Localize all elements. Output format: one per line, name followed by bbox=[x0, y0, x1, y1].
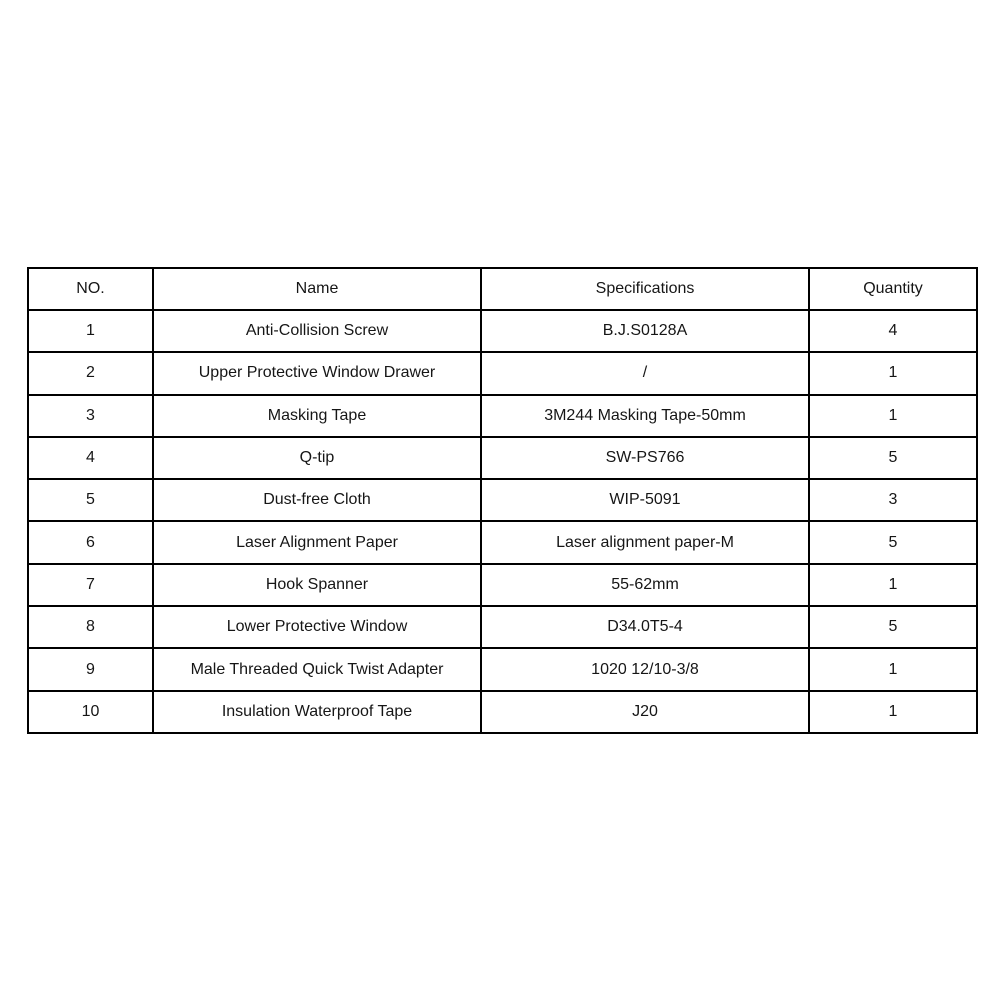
table-row bbox=[28, 648, 977, 690]
table-cell: Hook Spanner bbox=[153, 564, 481, 606]
table-cell: 1 bbox=[809, 648, 977, 690]
table-cell: 10 bbox=[28, 691, 153, 733]
table-row bbox=[28, 352, 977, 394]
table-cell: Laser Alignment Paper bbox=[153, 521, 481, 563]
table-cell: Anti-Collision Screw bbox=[153, 310, 481, 352]
column-header-no: NO. bbox=[28, 268, 153, 310]
table-header-row bbox=[28, 268, 977, 310]
table-cell: J20 bbox=[481, 691, 809, 733]
table-cell: 1 bbox=[809, 564, 977, 606]
table-row bbox=[28, 395, 977, 437]
table-cell: 5 bbox=[28, 479, 153, 521]
table-cell: D34.0T5-4 bbox=[481, 606, 809, 648]
parts-list-table bbox=[27, 267, 978, 734]
table-row bbox=[28, 521, 977, 563]
table-cell: 5 bbox=[809, 521, 977, 563]
table-cell: 5 bbox=[809, 606, 977, 648]
table-cell: 2 bbox=[28, 352, 153, 394]
table-cell: / bbox=[481, 352, 809, 394]
table-cell: Laser alignment paper-M bbox=[481, 521, 809, 563]
table-cell: 6 bbox=[28, 521, 153, 563]
table-cell: 4 bbox=[809, 310, 977, 352]
table-cell: 5 bbox=[809, 437, 977, 479]
table-body bbox=[28, 310, 977, 733]
table-row bbox=[28, 691, 977, 733]
table-cell: Lower Protective Window bbox=[153, 606, 481, 648]
table-row bbox=[28, 310, 977, 352]
table-cell: 3 bbox=[809, 479, 977, 521]
table-cell: WIP-5091 bbox=[481, 479, 809, 521]
table-cell: SW-PS766 bbox=[481, 437, 809, 479]
table-cell: Dust-free Cloth bbox=[153, 479, 481, 521]
table-cell: B.J.S0128A bbox=[481, 310, 809, 352]
table-cell: 1 bbox=[809, 352, 977, 394]
table-cell: Male Threaded Quick Twist Adapter bbox=[153, 648, 481, 690]
table-cell: 1 bbox=[809, 395, 977, 437]
table-row bbox=[28, 479, 977, 521]
table-cell: 4 bbox=[28, 437, 153, 479]
table-cell: Masking Tape bbox=[153, 395, 481, 437]
table-cell: 55-62mm bbox=[481, 564, 809, 606]
table-cell: Q-tip bbox=[153, 437, 481, 479]
table-cell: 1020 12/10-3/8 bbox=[481, 648, 809, 690]
table-row bbox=[28, 606, 977, 648]
table-cell: Insulation Waterproof Tape bbox=[153, 691, 481, 733]
table-cell: 7 bbox=[28, 564, 153, 606]
table-cell: 3 bbox=[28, 395, 153, 437]
column-header-quantity: Quantity bbox=[809, 268, 977, 310]
table-cell: 1 bbox=[28, 310, 153, 352]
table-row bbox=[28, 437, 977, 479]
table-cell: 1 bbox=[809, 691, 977, 733]
table-cell: 3M244 Masking Tape-50mm bbox=[481, 395, 809, 437]
column-header-name: Name bbox=[153, 268, 481, 310]
table-cell: 8 bbox=[28, 606, 153, 648]
table-cell: 9 bbox=[28, 648, 153, 690]
column-header-specifications: Specifications bbox=[481, 268, 809, 310]
table-cell: Upper Protective Window Drawer bbox=[153, 352, 481, 394]
table-row bbox=[28, 564, 977, 606]
